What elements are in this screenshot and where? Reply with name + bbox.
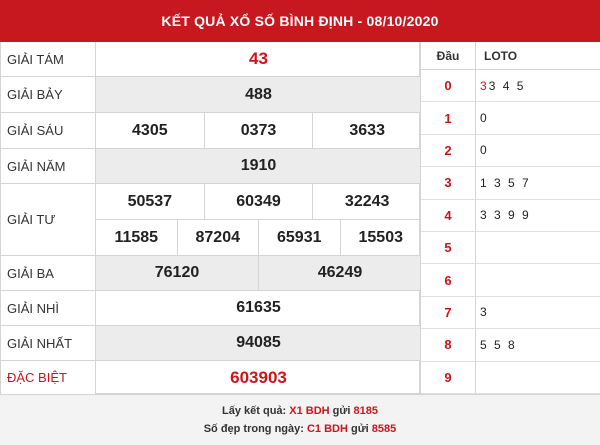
loto-row: [421, 264, 600, 296]
loto-tails: [476, 264, 600, 295]
loto-row: [421, 329, 600, 361]
prize-label: GIẢI BA: [1, 256, 96, 290]
sms-number: 8185: [353, 405, 378, 417]
footer-sms-info: [0, 394, 600, 445]
prize-row-g8: [1, 42, 421, 77]
loto-row: [421, 102, 600, 134]
loto-head-digit: 4: [421, 200, 476, 231]
sms-code: X1 BDH: [289, 405, 330, 417]
prize-row-g5: [1, 149, 421, 184]
loto-row: [421, 297, 600, 329]
loto-row: [421, 200, 600, 232]
loto-row: [421, 362, 600, 394]
prize-value: 4305: [96, 113, 205, 148]
loto-row: [421, 232, 600, 264]
prize-value: 76120: [96, 256, 259, 290]
prize-value: 43: [249, 49, 268, 68]
prize-value: 11585: [96, 220, 178, 255]
loto-column-label: LOTO: [484, 48, 518, 63]
prize-label: GIẢI NHÌ: [1, 291, 96, 325]
prize-label: GIẢI SÁU: [1, 113, 96, 148]
prize-row-g1: [1, 326, 421, 361]
prize-value: 61635: [236, 299, 281, 316]
special-prize-value: 603903: [230, 367, 287, 387]
loto-tails: [476, 362, 600, 393]
prize-value: 46249: [259, 256, 421, 290]
footer-line-lucky: Số đẹp trong ngày: C1 BDH gửi 8585: [203, 423, 397, 435]
prize-row-g2: [1, 291, 421, 326]
prize-label: ĐẶC BIỆT: [1, 361, 96, 394]
loto-head-digit: 8: [421, 329, 476, 360]
loto-table: [420, 42, 600, 394]
footer-line-results: Lấy kết quả: X1 BDH gửi 8185: [222, 405, 378, 417]
loto-head-digit: 3: [421, 167, 476, 198]
sms-code: C1 BDH: [306, 423, 348, 435]
prize-value: 1910: [96, 149, 421, 183]
prize-value: 32243: [344, 192, 390, 210]
prize-value: 50537: [96, 184, 205, 219]
prize-table: [0, 42, 420, 394]
prize-value: 3633: [349, 121, 385, 139]
loto-tails: 3 3 4 5: [480, 78, 526, 93]
prize-value: 488: [96, 77, 421, 112]
prize-label: GIẢI TƯ: [1, 184, 96, 255]
loto-head-digit: 5: [421, 232, 476, 263]
page-title: KẾT QUẢ XỔ SỐ BÌNH ĐỊNH - 08/10/2020: [0, 0, 600, 42]
prize-label: GIẢI BẢY: [1, 77, 96, 112]
loto-head-digit: 6: [421, 264, 476, 295]
loto-tails: [476, 232, 600, 263]
loto-head-digit: 1: [421, 102, 476, 133]
prize-row-g6: [1, 113, 421, 149]
prize-label: GIẢI NHẤT: [1, 326, 96, 360]
prize-row-g3: [1, 256, 421, 291]
loto-row: [421, 135, 600, 167]
prize-value: 65931: [259, 220, 341, 255]
loto-row: [421, 167, 600, 199]
loto-tails: 0: [480, 111, 489, 126]
prize-label: GIẢI TÁM: [1, 42, 96, 76]
prize-label: GIẢI NĂM: [1, 149, 96, 183]
prize-row-g7: [1, 77, 421, 113]
prize-value: 94085: [96, 326, 421, 360]
loto-head-digit: 7: [421, 297, 476, 328]
prize-value: 87204: [178, 220, 260, 255]
prize-value: 15503: [358, 228, 403, 246]
loto-tails: 3 3 9 9: [480, 208, 531, 223]
loto-row: [421, 70, 600, 102]
prize-row-special: [1, 361, 421, 394]
loto-tails: 1 3 5 7: [480, 175, 531, 190]
loto-tails: 3: [480, 305, 489, 320]
head-column-label: Đầu: [421, 42, 476, 69]
sms-number: 8585: [371, 423, 397, 435]
loto-tails: 0: [480, 143, 489, 158]
loto-head-digit: 9: [421, 362, 476, 393]
loto-tails: 5 5 8: [480, 337, 517, 352]
loto-header: [421, 42, 600, 70]
prize-value: 60349: [205, 184, 314, 219]
loto-head-digit: 2: [421, 135, 476, 166]
prize-row-g4: [1, 184, 421, 256]
prize-value: 0373: [205, 113, 314, 148]
loto-head-digit: 0: [421, 70, 476, 101]
